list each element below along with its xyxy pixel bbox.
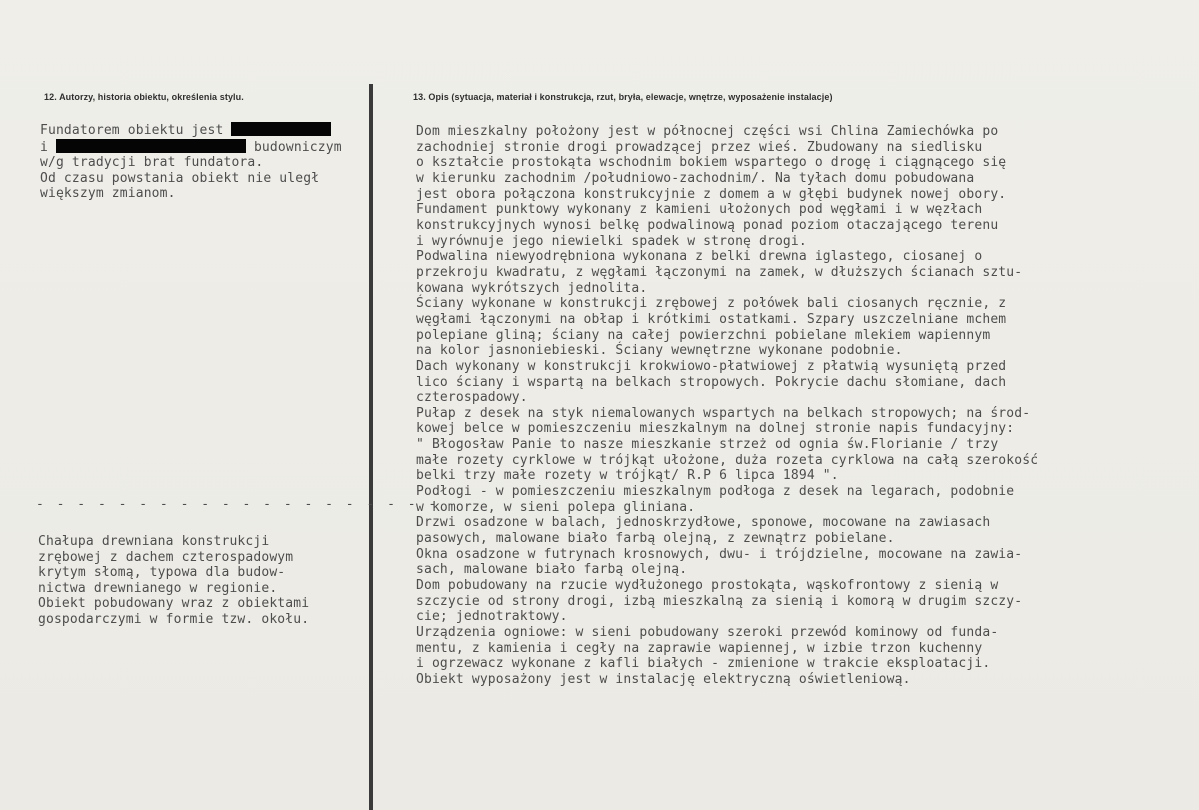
style-description-text	[38, 534, 309, 628]
description-line: belki trzy małe rozety w trójkąt/ R.P 6 lipca 1894 ".	[416, 468, 839, 484]
text-line: większym zmianom.	[40, 186, 176, 202]
description-line: szczycie od strony drogi, izbą mieszkalną za sienią i komorą w drugim szczy-	[416, 593, 1023, 609]
description-line: cie; jednotraktowy.	[416, 609, 568, 625]
description-line: pasowych, malowane biało farbą olejną, z zewnątrz pobielane.	[416, 531, 895, 547]
text-line: Obiekt pobudowany wraz z obiektami	[38, 596, 310, 612]
description-line: w komorze, w sieni polepa gliniana.	[416, 499, 696, 515]
text-line: zrębowej z dachem czterospadowym	[38, 549, 294, 565]
text-line: krytym słomą, typowa dla budow-	[38, 565, 286, 581]
text-line: nictwa drewnianego w regionie.	[38, 580, 278, 596]
redaction-bar	[231, 122, 331, 136]
description-line: Podłogi - w pomieszczeniu mieszkalnym podłoga z desek na legarach, podobnie	[416, 484, 1015, 500]
description-line: zachodniej stronie drogi prowadzącej przez wieś. Zbudowany na siedlisku	[416, 139, 983, 155]
text-line: Od czasu powstania obiekt nie uległ	[40, 170, 320, 186]
text-line: i	[40, 139, 48, 155]
description-line: jest obora połączona konstrukcyjnie z domem a w głębi budynek nowej obory.	[416, 186, 1007, 202]
description-line: przekroju kwadratu, z węgłami łączonymi na zamek, w dłuższych ścianach sztu-	[416, 264, 1023, 280]
description-line: i ogrzewacz wykonane z kafli białych - zmienione w trakcie eksploatacji.	[416, 656, 991, 672]
description-line: węgłami łączonymi na obłap i krótkimi ostatkami. Szpary uszczelniane mchem	[416, 311, 1007, 327]
description-line: Obiekt wyposażony jest w instalację elektryczną oświetleniową.	[416, 671, 911, 687]
text-line: Fundatorem obiektu jest	[40, 123, 224, 138]
description-line: kowana wykrótszych jednolita.	[416, 280, 648, 296]
description-line: Drzwi osadzone w balach, jednoskrzydłowe, sponowe, mocowane na zawiasach	[416, 515, 991, 531]
description-line: Urządzenia ogniowe: w sieni pobudowany szeroki przewód kominowy od funda-	[416, 625, 999, 640]
description-line: konstrukcyjnych wynosi belkę podwalinową ponad poziom otaczającego terenu	[416, 217, 999, 233]
description-line: Fundament punktowy wykonany z kamieni ułożonych pod węgłami i w węzłach	[416, 202, 983, 218]
description-line: i wyrównuje jego niewielki spadek w stronę drogi.	[416, 233, 807, 249]
text-line: budowniczym	[253, 139, 342, 155]
text-line: Chałupa drewniana konstrukcji	[38, 534, 270, 549]
description-line: Dom mieszkalny położony jest w północnej części wsi Chlina Zamiechówka po	[416, 124, 999, 139]
description-line: Dach wykonany w konstrukcji krokwiowo-płatwiowej z płatwią wysuniętą przed	[416, 358, 1007, 374]
description-line: Dom pobudowany na rzucie wydłużonego prostokąta, wąskofrontowy z sienią w	[416, 578, 999, 594]
dashed-separator: - - - - - - - - - - - - - - - - - - - -	[36, 497, 439, 512]
description-line: " Błogosław Panie to nasze mieszkanie strzeż od ognia św.Florianie / trzy	[416, 437, 999, 453]
building-description-text	[416, 124, 1038, 688]
authors-history-text	[40, 122, 342, 202]
text-line: w/g tradycji brat fundatora.	[40, 155, 264, 171]
description-line: o kształcie prostokąta wschodnim bokiem wspartego o drogę i ciągnącego się	[416, 155, 1007, 171]
description-line: Okna osadzone w futrynach krosnowych, dwu- i trójdzielne, mocowane na zawia-	[416, 546, 1023, 562]
section-12-heading: 12. Autorzy, historia obiektu, określenia stylu.	[44, 92, 244, 102]
column-divider	[369, 84, 373, 810]
description-line: Pułap z desek na styk niemalowanych wspartych na belkach stropowych; na środ-	[416, 405, 1031, 421]
description-line: w kierunku zachodnim /południowo-zachodnim/. Na tyłach domu pobudowana	[416, 170, 975, 186]
description-line: czterospadowy.	[416, 390, 528, 406]
description-line: małe rozety cyrklowe w trójkąt ułożone, duża rozeta cyrklowa na całą szerokość	[416, 452, 1039, 468]
section-13-heading: 13. Opis (sytuacja, materiał i konstrukcja, rzut, bryła, elewacje, wnętrze, wyposażenie instalacje)	[413, 92, 833, 102]
description-line: mentu, z kamienia i cegły na zaprawie wapiennej, w izbie trzon kuchenny	[416, 640, 983, 656]
description-line: Podwalina niewyodrębniona wykonana z belki drewna iglastego, ciosanej o	[416, 249, 983, 265]
description-line: lico ściany i wspartą na belkach stropowych. Pokrycie dachu słomiane, dach	[416, 374, 1007, 390]
redaction-bar	[56, 139, 246, 153]
description-line: sach, malowane biało farbą olejną.	[416, 562, 688, 578]
description-line: Ściany wykonane w konstrukcji zrębowej z połówek bali ciosanych ręcznie, z	[416, 296, 1007, 312]
text-line: gospodarczymi w formie tzw. okołu.	[38, 611, 310, 627]
description-line: na kolor jasnoniebieski. Ściany wewnętrzne wykonane podobnie.	[416, 343, 903, 359]
description-line: kowej belce w pomieszczeniu mieszkalnym na dolnej stronie napis fundacyjny:	[416, 421, 1015, 437]
description-line: polepiane gliną; ściany na całej powierzchni pobielane mlekiem wapiennym	[416, 327, 991, 343]
